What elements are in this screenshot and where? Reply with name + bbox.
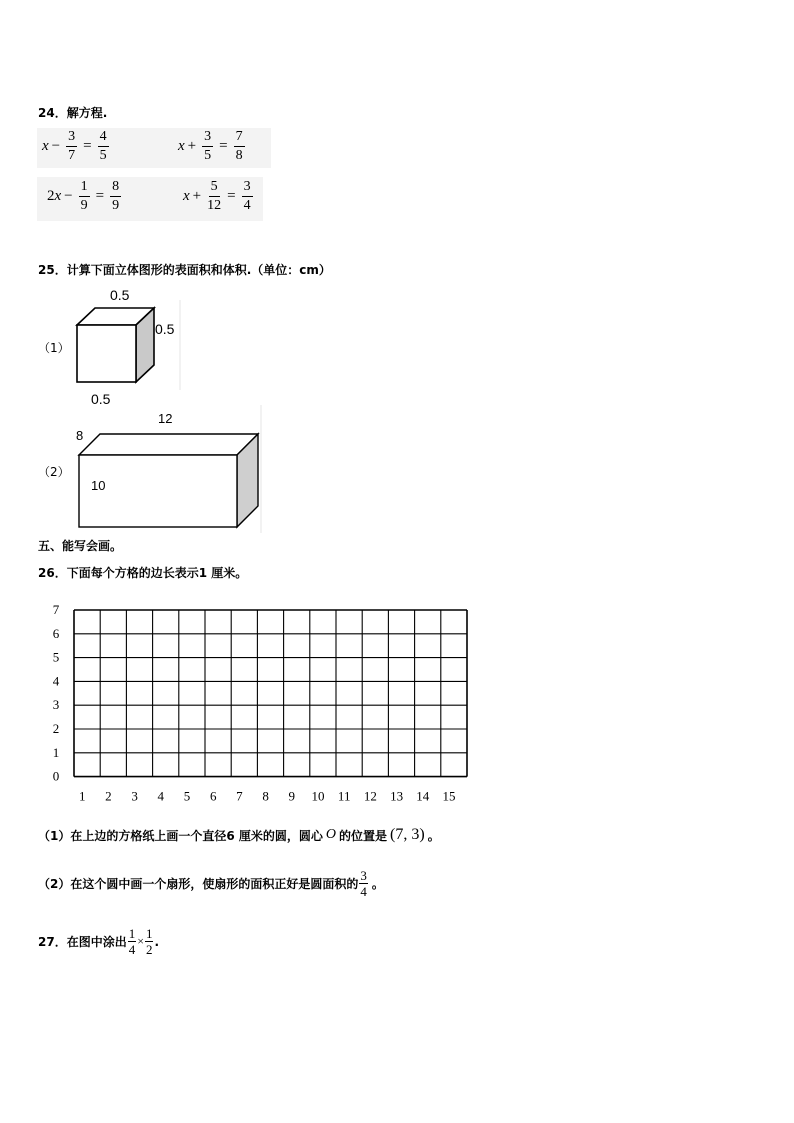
grid-x-label: 5 [183,788,191,803]
grid-x-label: 3 [131,788,138,803]
grid-y-label: 6 [52,625,60,641]
grid-x-labels [79,789,456,803]
grid-y-label: 3 [52,697,60,713]
grid-x-label: 9 [288,788,296,803]
cube-figure [70,300,182,390]
cuboid-height-dimension: 10 [91,478,106,493]
grid-y-label: 1 [52,744,60,760]
grid-x-label: 1 [78,788,86,803]
q26-part-2: （2）在这个圆中画一个扇形，使扇形的面积正好是圆面积的 3 4 。 [38,868,384,899]
cube-side-dimension: 0.5 [155,321,175,337]
grid-x-label: 11 [337,788,351,803]
grid-x-label: 13 [390,788,404,803]
grid-x-label: 6 [209,788,217,803]
section-5-title: 五、能写会画。 [38,539,123,553]
grid-x-label: 10 [311,788,325,803]
cuboid-top-face [79,434,258,455]
equation-4: x + $\frac{5}{12}$ = $\frac{3}{4}$ [183,179,251,213]
grid-paper [40,598,490,803]
grid-x-label: 8 [262,788,269,803]
grid-y-label: 2 [52,721,60,736]
equation-2: x + $\frac{3}{5}$ = $\frac{7}{8}$ [178,129,243,163]
grid-x-label: 4 [157,788,165,803]
cube-front-face [77,325,136,382]
grid-y-label: 0 [52,768,60,784]
grid-x-label: 7 [236,788,243,803]
grid-y-label: 5 [52,649,60,665]
cuboid-length-dimension: 12 [158,411,173,426]
q24-title: 24．解方程. [38,106,108,120]
grid-y-label: 7 [52,602,60,617]
grid-y-labels [53,602,60,784]
q26-part-1: （1）在上边的方格纸上画一个直径6 厘米的圆，圆心 O 的位置是 (7, 3) 。 [38,826,440,843]
grid-y-label: 4 [52,673,60,689]
equation-3: 2 x − $\frac{1}{9}$ = $\frac{8}{9}$ [47,179,120,213]
grid-x-label: 12 [363,788,377,803]
grid-lines [74,610,467,777]
equation-1: x − $\frac{3}{7}$ = $\frac{4}{5}$ [42,129,107,163]
grid-x-label: 15 [442,788,456,803]
grid-x-label: 2 [105,788,112,803]
q25-title: 25．计算下面立体图形的表面积和体积.（单位：cm） [38,263,331,277]
figure-1-label: （1） [38,341,70,355]
figure-2-label: （2） [38,465,70,479]
cuboid-width-dimension: 8 [76,428,84,443]
cube-bottom-dimension: 0.5 [91,391,111,407]
grid-x-label: 14 [416,788,430,803]
cube-top-dimension: 0.5 [110,287,130,303]
q27-title: 27．在图中涂出 $\frac{1}{4}$ × $\frac{1}{2}$ . [38,926,160,957]
q26-title: 26．下面每个方格的边长表示1 厘米。 [38,566,248,580]
